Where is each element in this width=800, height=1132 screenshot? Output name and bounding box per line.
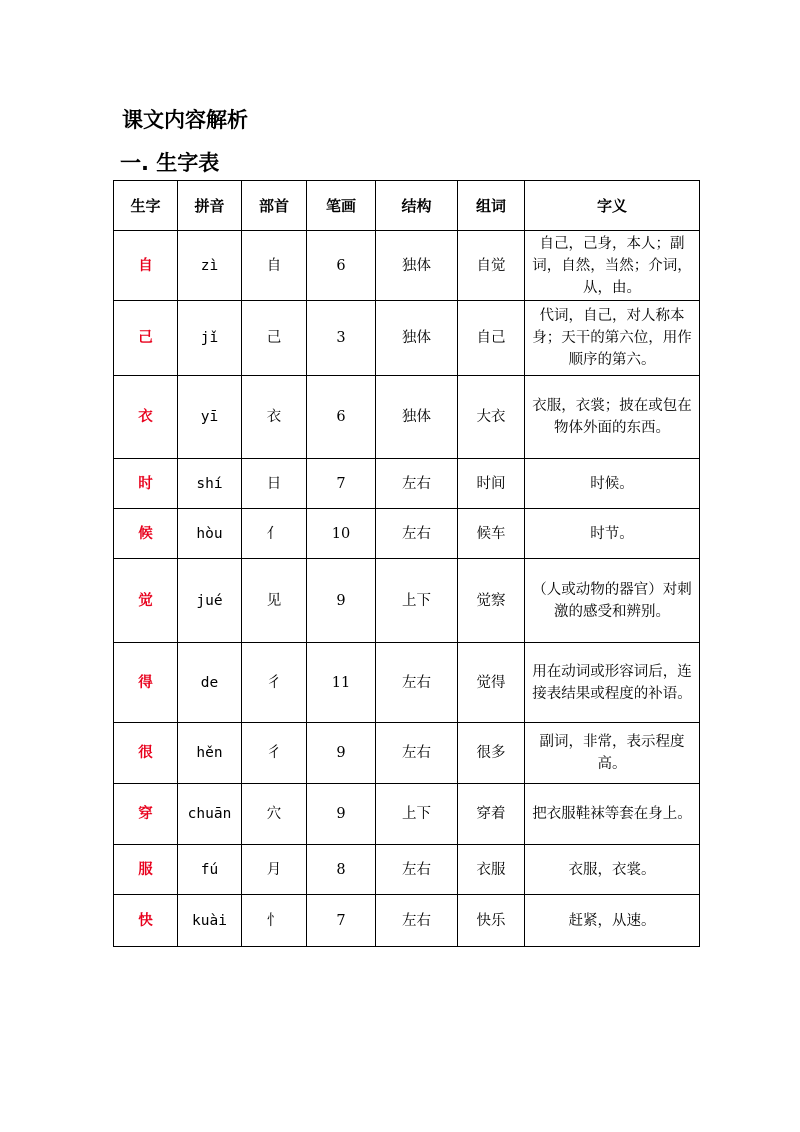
cell-pinyin: hòu (178, 509, 242, 559)
cell-radical: 己 (242, 301, 307, 376)
cell-meaning: 用在动词或形容词后，连接表结果或程度的补语。 (525, 643, 700, 723)
cell-radical: 月 (242, 845, 307, 895)
cell-word: 自己 (458, 301, 525, 376)
cell-radical: 彳 (242, 643, 307, 723)
table-row (114, 845, 700, 895)
cell-radical: 穴 (242, 784, 307, 845)
cell-word: 衣服 (458, 845, 525, 895)
cell-word: 时间 (458, 459, 525, 509)
cell-meaning: 代词，自己，对人称本身；天干的第六位，用作顺序的第六。 (525, 301, 700, 376)
cell-meaning: 衣服，衣裳；披在或包在物体外面的东西。 (525, 376, 700, 459)
cell-strokes: 6 (307, 231, 376, 301)
cell-char: 己 (114, 301, 178, 376)
cell-char: 快 (114, 895, 178, 947)
cell-pinyin: de (178, 643, 242, 723)
cell-pinyin: jué (178, 559, 242, 643)
table-header-row (114, 181, 700, 231)
page-title: 课文内容解析 (122, 108, 248, 132)
cell-structure: 独体 (376, 231, 458, 301)
cell-meaning: 自己，己身，本人；副词，自然，当然；介词，从，由。 (525, 231, 700, 301)
cell-strokes: 10 (307, 509, 376, 559)
cell-strokes: 9 (307, 784, 376, 845)
table-row (114, 509, 700, 559)
cell-structure: 独体 (376, 376, 458, 459)
cell-strokes: 7 (307, 895, 376, 947)
cell-word: 觉得 (458, 643, 525, 723)
cell-pinyin: yī (178, 376, 242, 459)
header-strokes: 笔画 (307, 181, 376, 231)
table-row (114, 643, 700, 723)
header-word: 组词 (458, 181, 525, 231)
cell-pinyin: kuài (178, 895, 242, 947)
table-row (114, 301, 700, 376)
cell-word: 很多 (458, 723, 525, 784)
cell-pinyin: shí (178, 459, 242, 509)
table-row (114, 723, 700, 784)
cell-char: 候 (114, 509, 178, 559)
cell-strokes: 11 (307, 643, 376, 723)
cell-meaning: （人或动物的器官）对刺激的感受和辨别。 (525, 559, 700, 643)
cell-structure: 左右 (376, 723, 458, 784)
cell-word: 快乐 (458, 895, 525, 947)
cell-structure: 上下 (376, 784, 458, 845)
cell-pinyin: fú (178, 845, 242, 895)
cell-word: 大衣 (458, 376, 525, 459)
cell-radical: 自 (242, 231, 307, 301)
cell-pinyin: chuān (178, 784, 242, 845)
cell-strokes: 6 (307, 376, 376, 459)
header-radical: 部首 (242, 181, 307, 231)
table-row (114, 784, 700, 845)
cell-word: 自觉 (458, 231, 525, 301)
cell-char: 时 (114, 459, 178, 509)
cell-pinyin: jǐ (178, 301, 242, 376)
cell-meaning: 时候。 (525, 459, 700, 509)
cell-char: 得 (114, 643, 178, 723)
cell-strokes: 9 (307, 559, 376, 643)
cell-structure: 左右 (376, 845, 458, 895)
cell-strokes: 9 (307, 723, 376, 784)
cell-meaning: 衣服，衣裳。 (525, 845, 700, 895)
cell-structure: 左右 (376, 643, 458, 723)
header-meaning: 字义 (525, 181, 700, 231)
cell-meaning: 把衣服鞋袜等套在身上。 (525, 784, 700, 845)
cell-radical: 见 (242, 559, 307, 643)
cell-word: 候车 (458, 509, 525, 559)
cell-meaning: 赶紧，从速。 (525, 895, 700, 947)
cell-char: 很 (114, 723, 178, 784)
table-row (114, 559, 700, 643)
cell-strokes: 3 (307, 301, 376, 376)
cell-char: 服 (114, 845, 178, 895)
cell-structure: 左右 (376, 895, 458, 947)
cell-radical: 彳 (242, 723, 307, 784)
cell-radical: 忄 (242, 895, 307, 947)
cell-word: 觉察 (458, 559, 525, 643)
cell-radical: 衣 (242, 376, 307, 459)
cell-structure: 独体 (376, 301, 458, 376)
cell-structure: 上下 (376, 559, 458, 643)
cell-radical: 日 (242, 459, 307, 509)
section-heading: 一. 生字表 (120, 151, 220, 175)
cell-char: 穿 (114, 784, 178, 845)
vocabulary-table (113, 180, 700, 947)
cell-radical: 亻 (242, 509, 307, 559)
cell-meaning: 副词，非常，表示程度高。 (525, 723, 700, 784)
cell-pinyin: hěn (178, 723, 242, 784)
cell-strokes: 7 (307, 459, 376, 509)
table-row (114, 376, 700, 459)
cell-char: 自 (114, 231, 178, 301)
cell-structure: 左右 (376, 509, 458, 559)
table-row (114, 459, 700, 509)
cell-char: 觉 (114, 559, 178, 643)
header-pinyin: 拼音 (178, 181, 242, 231)
cell-word: 穿着 (458, 784, 525, 845)
cell-structure: 左右 (376, 459, 458, 509)
table-row (114, 895, 700, 947)
table-row (114, 231, 700, 301)
header-char: 生字 (114, 181, 178, 231)
cell-strokes: 8 (307, 845, 376, 895)
cell-meaning: 时节。 (525, 509, 700, 559)
header-structure: 结构 (376, 181, 458, 231)
cell-pinyin: zì (178, 231, 242, 301)
cell-char: 衣 (114, 376, 178, 459)
